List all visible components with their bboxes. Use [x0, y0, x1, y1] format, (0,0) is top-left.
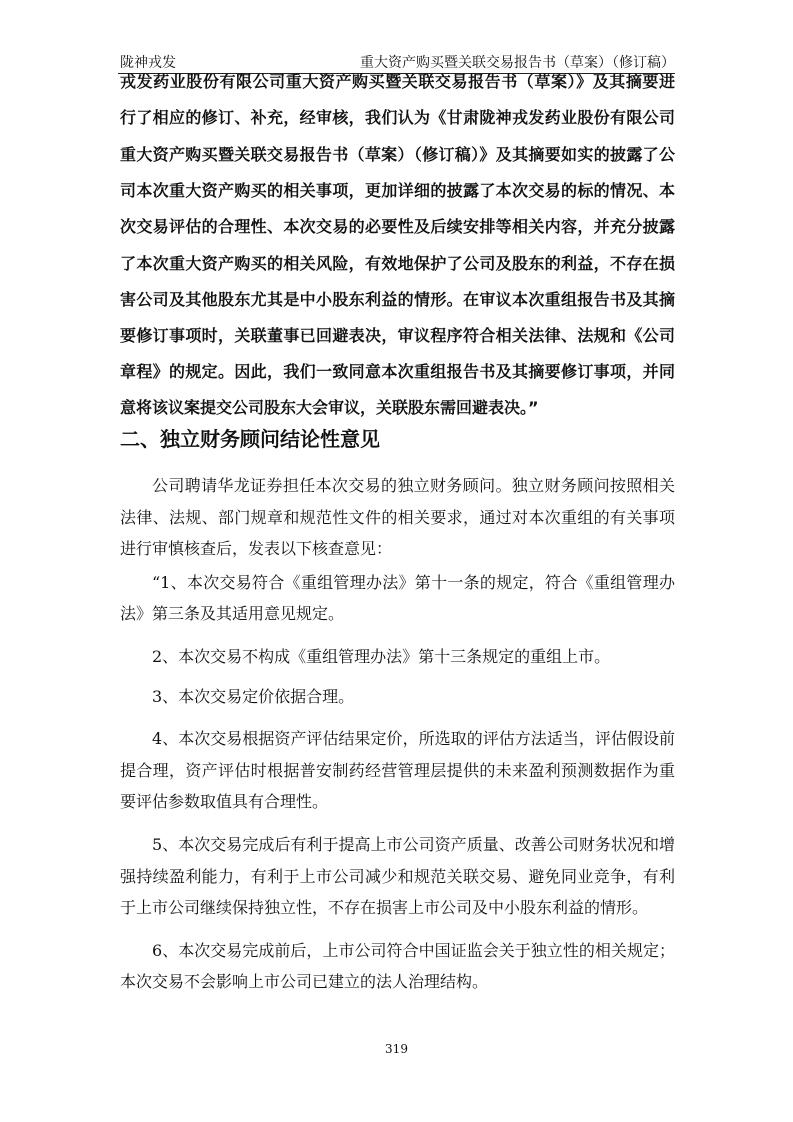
- text-line: 要评估参数取值具有合理性。: [120, 792, 329, 811]
- text-line: 了本次重大资产购买的相关风险，有效地保护了公司及股东的利益，不存在损: [120, 254, 675, 273]
- text-line: “1、本次交易符合《重组管理办法》第十一条的规定，符合《重组管理办: [152, 573, 675, 592]
- text-line: 法》第三条及其适用意见规定。: [120, 604, 345, 623]
- text-line: 3、本次交易定价依据合理。: [152, 687, 355, 706]
- section-heading: 二、独立财务顾问结论性意见: [120, 427, 380, 451]
- text-line: 司本次重大资产购买的相关事项，更加详细的披露了本次交易的标的情况、本: [120, 181, 675, 200]
- text-line: 行了相应的修订、补充，经审核，我们认为《甘肃陇神戎发药业股份有限公司: [120, 108, 675, 127]
- text-line: 戎发药业股份有限公司重大资产购买暨关联交易报告书（草案）》及其摘要进: [120, 72, 675, 91]
- text-line: 强持续盈利能力，有利于上市公司减少和规范关联交易、避免同业竞争，有利: [120, 867, 675, 886]
- header-company: 陇神戎发: [120, 55, 176, 71]
- text-line: 重大资产购买暨关联交易报告书（草案）（修订稿）》及其摘要如实的披露了公: [120, 145, 675, 164]
- text-line: 要修订事项时，关联董事已回避表决，审议程序符合相关法律、法规和《公司: [120, 326, 675, 345]
- text-line: 2、本次交易不构成《重组管理办法》第十三条规定的重组上市。: [152, 647, 611, 666]
- text-line: 提合理，资产评估时根据普安制药经营管理层提供的未来盈利预测数据作为重: [120, 761, 675, 780]
- text-line: 进行审慎核查后，发表以下核查意见：: [120, 539, 393, 558]
- text-line: 次交易评估的合理性、本次交易的必要性及后续安排等相关内容，并充分披露: [120, 217, 675, 236]
- text-line: 章程》的规定。因此，我们一致同意本次重组报告书及其摘要修订事项，并同: [120, 362, 675, 381]
- page-number: 319: [385, 1042, 408, 1056]
- header-document-title: 重大资产购买暨关联交易报告书（草案）（修订稿）: [360, 55, 675, 71]
- text-line: 于上市公司继续保持独立性，不存在损害上市公司及中小股东利益的情形。: [120, 898, 649, 917]
- text-line: 公司聘请华龙证券担任本次交易的独立财务顾问。独立财务顾问按照相关: [152, 476, 675, 495]
- text-line: 害公司及其他股东尤其是中小股东利益的情形。在审议本次重组报告书及其摘: [120, 290, 675, 309]
- text-line: 意将该议案提交公司股东大会审议，关联股东需回避表决。”: [120, 398, 539, 417]
- text-line: 4、本次交易根据资产评估结果定价，所选取的评估方法适当，评估假设前: [152, 729, 675, 748]
- text-line: 5、本次交易完成后有利于提高上市公司资产质量、改善公司财务状况和增: [152, 835, 675, 854]
- text-line: 本次交易不会影响上市公司已建立的法人治理结构。: [120, 972, 489, 991]
- text-line: 法律、法规、部门规章和规范性文件的相关要求，通过对本次重组的有关事项: [120, 508, 675, 527]
- text-line: 6、本次交易完成前后，上市公司符合中国证监会关于独立性的相关规定；: [152, 941, 675, 960]
